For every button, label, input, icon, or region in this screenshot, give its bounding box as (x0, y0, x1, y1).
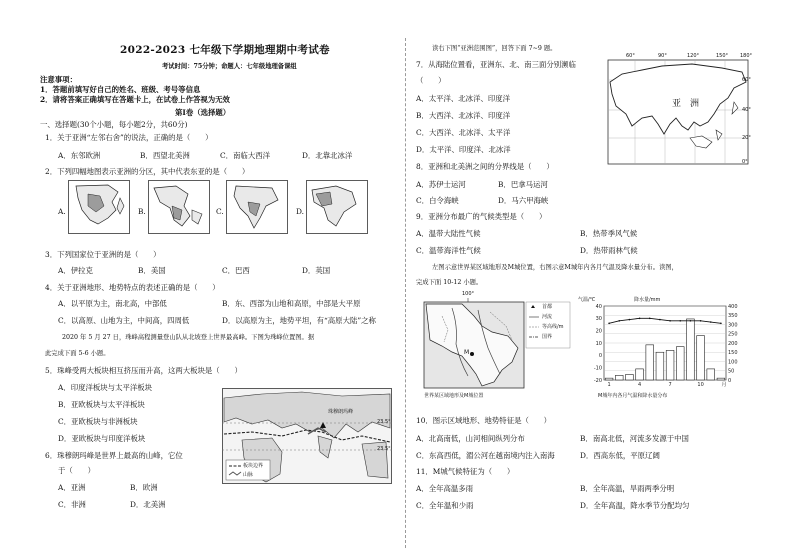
precip-tick-label: 400 (728, 303, 738, 310)
q11-option-a: A．全年高温多雨 (416, 484, 474, 493)
month-axis-label: 月 (721, 382, 727, 388)
q5-option-a: A．印度洋板块与太平洋板块 (58, 383, 153, 392)
temp-tick-label: 40 (595, 303, 602, 310)
lon-60-label: 60° (626, 53, 635, 59)
q10-option-d: D．西高东低，平原辽阔 (580, 451, 660, 460)
precip-tick-label: 50 (728, 368, 735, 375)
precip-tick-label: 150 (728, 350, 738, 357)
asia-region-map-a (68, 180, 130, 234)
q4-stem: 4．关于亚洲地形、地势特点的表述正确的是（ ） (45, 283, 220, 292)
q7-option-c: C．大西洋、北冰洋、太平洋 (416, 128, 511, 137)
temperature-point (700, 320, 702, 322)
legend-mountain: 山脉 (243, 472, 254, 478)
lon-180-label: 180° (740, 53, 753, 59)
q6-option-b: B．欧洲 (130, 483, 158, 492)
q4-option-c: C．以高原、山地为主，中间高，四周低 (58, 316, 190, 325)
q8-option-b: B．巴拿马运河 (498, 180, 548, 189)
q1-option-c: C．南临大西洋 (220, 151, 270, 160)
temp-tick-label: 10 (595, 340, 602, 347)
asia-range-map (602, 52, 754, 170)
precip-axis-label: 降水量/mm (634, 297, 661, 303)
region-map-caption: 世界某区域地形及M城位置 (424, 393, 484, 399)
asia-region-map-b (148, 180, 210, 234)
precipitation-bar (666, 350, 674, 380)
volume-title: 第Ⅰ卷（选择题） (175, 108, 231, 117)
precipitation-bar (697, 336, 705, 380)
precipitation-bar (717, 378, 725, 380)
q8-option-d: D．马六甲海峡 (498, 196, 549, 205)
q10-stem: 10．图示区域地形、地势特征是（ ） (416, 416, 552, 425)
temperature-point (659, 319, 661, 321)
q4-option-d: D．以高原为主，地势平坦，有“高原大陆”之称 (222, 316, 376, 325)
q8-option-c: C．白令海峡 (416, 196, 459, 205)
passage-5-6-line1: 2020 年 5 月 27 日，珠峰高程测量登山队从北坡登上世界最高峰。下图为珠峰位置图。据 (62, 334, 315, 341)
q6-option-d: D．北美洲 (130, 500, 166, 509)
q2-option-d: D. (296, 207, 305, 216)
passage-10-12-line1: 左图示意世界某区域地形及M城位置，右图示意M城年内各月气温及降水量分布。读图， (432, 264, 678, 271)
temperature-point (710, 321, 712, 323)
temp-tick-label: 0 (598, 353, 602, 360)
passage-10-12-line2: 完成下面 10-12 小题。 (416, 279, 483, 286)
q3-option-b: B．美国 (138, 266, 166, 275)
q5-stem: 5．珠峰受两大板块相互挤压而升高，这两大板块是（ ） (45, 366, 242, 375)
precipitation-bar (615, 375, 623, 380)
legend-plate-boundary: 板块边界 (243, 463, 264, 469)
temp-tick-label: -20 (593, 377, 602, 384)
precipitation-bar (636, 369, 644, 380)
q11-stem: 11．M城气候特征为（ ） (416, 467, 515, 476)
q6-option-a: A．亚洲 (58, 483, 86, 492)
q4-option-a: A．以平原为主，南北高，中部低 (58, 299, 167, 308)
q11-option-b: B．全年高温，旱雨两季分明 (580, 484, 675, 493)
lon-120-label: 120° (687, 53, 700, 59)
precipitation-bar (687, 319, 695, 380)
lat-60-label: 60° (742, 77, 751, 83)
q9-option-c: C．温带海洋性气候 (416, 246, 481, 255)
precipitation-bar (646, 345, 654, 380)
precipitation-bar (605, 378, 613, 380)
temp-axis-label: 气温/℃ (578, 297, 596, 303)
precip-tick-label: 100 (728, 359, 738, 366)
q6-stem-line2: 于（ ） (58, 466, 95, 475)
temperature-point (669, 320, 671, 322)
precip-tick-label: 350 (728, 313, 738, 320)
q3-option-a: A．伊拉克 (58, 266, 93, 275)
q7-paren: （ ） (416, 76, 446, 85)
temperature-point (649, 318, 651, 320)
column-divider (405, 38, 406, 548)
q8-stem: 8．亚洲和北美洲之间的分界线是（ ） (416, 162, 554, 171)
q2-option-c: C. (216, 207, 224, 216)
precipitation-bar (676, 347, 684, 380)
q2-option-b: B. (138, 207, 146, 216)
temp-tick-label: -10 (593, 365, 602, 372)
q7-option-a: A．太平洋、北冰洋、印度洋 (416, 94, 511, 103)
city-m-label: M (464, 349, 470, 356)
asia-label: 亚 洲 (672, 99, 700, 109)
climate-caption: M城年内各月气温和降水量分布 (598, 393, 668, 399)
everest-plate-map (222, 388, 392, 484)
q1-stem: 1．关于亚洲“左邻右舍”的说法，正确的是（ ） (45, 133, 213, 142)
precipitation-bar (656, 352, 664, 380)
everest-label: 珠穆朗玛峰 (328, 409, 354, 415)
precipitation-bar (626, 374, 634, 380)
temp-tick-label: 30 (595, 316, 602, 323)
q9-stem: 9．亚洲分布最广的气候类型是（ ） (416, 212, 547, 221)
month-tick-label: 4 (637, 382, 642, 388)
lon-100-label: 100° (462, 291, 475, 297)
precip-tick-label: 0 (728, 377, 732, 384)
asia-region-map-c (226, 180, 288, 234)
passage-7-9: 读右下图“亚洲范围图”，回答下面 7~9 题。 (432, 45, 557, 52)
q10-option-a: A．北高南低，山河相间纵列分布 (416, 434, 525, 443)
legend-capital: 首都 (542, 304, 553, 310)
temp-tick-label: 20 (595, 328, 602, 335)
q5-option-b: B．亚欧板块与太平洋板块 (58, 400, 145, 409)
q9-option-a: A．温带大陆性气候 (416, 229, 481, 238)
q1-option-a: A．东邻欧洲 (58, 151, 101, 160)
temperature-point (679, 320, 681, 322)
q10-option-b: B．南高北低，河流多发源于中国 (580, 434, 689, 443)
temperature-point (720, 322, 722, 324)
q3-option-c: C．巴西 (222, 266, 250, 275)
temperature-point (629, 319, 631, 321)
q1-option-b: B．西望北美洲 (140, 151, 190, 160)
note-2: 2．请将答案正确填写在答题卡上，在试卷上作答视为无效 (40, 95, 230, 104)
q11-option-d: D．全年高温，降水季节分配均匀 (580, 501, 690, 510)
note-1: 1．答题前填写好自己的姓名、班级、考号等信息 (40, 85, 201, 94)
q8-option-a: A．苏伊士运河 (416, 180, 466, 189)
q7-option-d: D．太平洋、印度洋、北冰洋 (416, 145, 511, 154)
q6-option-c: C．非洲 (58, 500, 86, 509)
precip-tick-label: 200 (728, 340, 738, 347)
q10-option-c: C．东高西低，湄公河在越南境内注入南海 (416, 451, 555, 460)
asia-region-map-d (306, 180, 368, 234)
q1-option-d: D．北靠北冰洋 (302, 151, 353, 160)
lon-90-label: 90° (658, 53, 667, 59)
q11-option-c: C．全年温和少雨 (416, 501, 474, 510)
q3-stem: 3．下列国家位于亚洲的是（ ） (45, 250, 161, 259)
notes-title: 注意事项： (40, 75, 77, 84)
legend-river: 河流 (542, 314, 553, 320)
temperature-point (639, 318, 641, 320)
q9-option-b: B．热带季风气候 (580, 229, 638, 238)
q3-option-d: D．英国 (302, 266, 331, 275)
q5-option-d: D．亚欧板块与印度洋板块 (58, 434, 146, 443)
q5-option-c: C．亚欧板块与非洲板块 (58, 417, 138, 426)
temperature-point (690, 320, 692, 322)
month-tick-label: 10 (697, 382, 704, 388)
tropic-north-label: 23.5° (377, 419, 391, 425)
q9-option-d: D．热带雨林气候 (580, 246, 638, 255)
lat-20-label: 20° (742, 135, 751, 141)
lat-40-label: 40° (742, 107, 751, 113)
q7-stem: 7．从海陆位置看，亚洲东、北、南三面分别濒临 (416, 60, 576, 69)
legend-contour: 等高线/m (542, 324, 564, 330)
temperature-point (608, 322, 610, 324)
passage-5-6-line2: 此完成下面 5-6 小题。 (45, 350, 110, 357)
q2-option-a: A. (58, 207, 66, 216)
q7-option-b: B．大西洋、北冰洋、印度洋 (416, 111, 511, 120)
month-tick-label: 7 (668, 382, 672, 388)
precipitation-bar (707, 369, 715, 380)
precip-tick-label: 250 (728, 331, 738, 338)
legend-border: 国界 (542, 334, 553, 340)
temperature-point (618, 320, 620, 322)
month-tick-label: 1 (607, 382, 611, 388)
q4-option-b: B．东、西部为山地和高原，中部是大平原 (222, 299, 361, 308)
region-terrain-map (422, 291, 572, 404)
tropic-south-label: 23.5° (377, 446, 391, 452)
lat-0-label: 0° (742, 159, 748, 165)
climate-chart (576, 296, 766, 404)
lon-150-label: 150° (716, 53, 729, 59)
exam-title: 2022-2023 七年级下学期地理期中考试卷 (120, 44, 330, 56)
q2-stem: 2．下列四幅地图表示亚洲的分区，其中代表东亚的是（ ） (45, 167, 250, 176)
exam-info: 考试时间：75分钟；命题人：七年级地理备课组 (162, 63, 297, 70)
q6-stem-line1: 6．珠穆朗玛峰是世界上最高的山峰，它位 (45, 451, 183, 460)
section-title: 一、选择题(30个小题，每小题2分，共60分) (40, 120, 188, 129)
precip-tick-label: 300 (728, 322, 738, 329)
